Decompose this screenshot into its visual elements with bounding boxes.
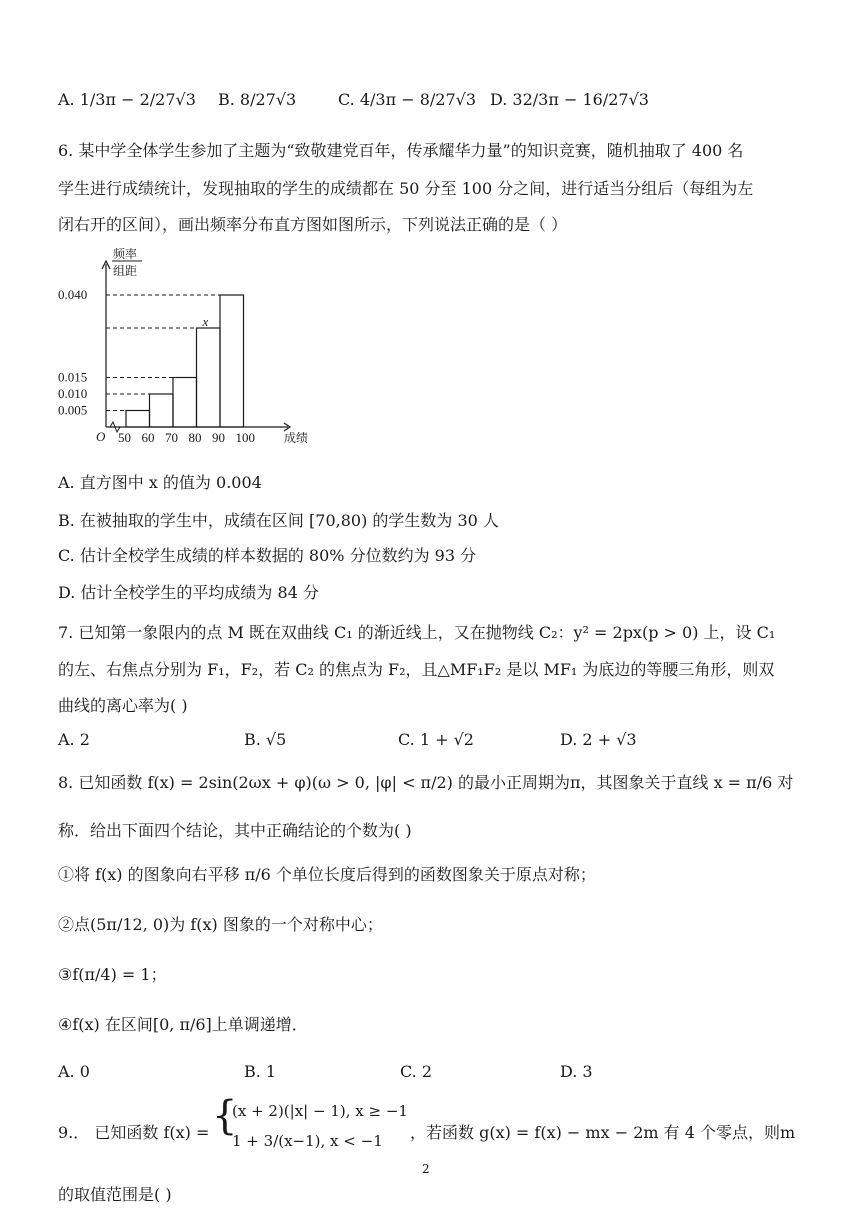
q7-stem-line-2: 的左、右焦点分别为 F₁，F₂，若 C₂ 的焦点为 F₂，且△MF₁F₂ 是以 MF₁ 为底边的等腰三角形，则双	[58, 660, 775, 679]
y-axis-label-top: 频率	[113, 247, 138, 261]
q5-options	[58, 90, 818, 114]
x-tick-label: 70	[165, 430, 178, 445]
q7-options	[58, 730, 818, 754]
y-tick-label: 0.015	[58, 369, 88, 385]
histogram-bar	[173, 378, 197, 428]
y-tick-label: 0.010	[58, 386, 88, 401]
q8-statement-2: ②点(5π/12, 0)为 f(x) 图象的一个对称中心；	[58, 915, 383, 934]
q7-option-d: D. 2 + √3	[560, 730, 637, 749]
q8-statement-3: ③f(π/4) = 1；	[58, 965, 167, 984]
q7-option-a: A. 2	[58, 730, 90, 749]
q8-option-d: D. 3	[560, 1062, 593, 1081]
histogram-bar	[150, 394, 174, 427]
q5-option-c: C. 4/3π − 8/27√3	[338, 90, 476, 109]
q7-stem-line-1: 7. 已知第一象限内的点 M 既在双曲线 C₁ 的渐近线上，又在抛物线 C₂：y² = 2px(p > 0) 上，设 C₁	[58, 623, 776, 642]
origin-label: O	[96, 429, 106, 444]
q7-option-b: B. √5	[244, 730, 287, 749]
q6-option-c: C. 估计全校学生成绩的样本数据的 80% 分位数约为 93 分	[58, 546, 477, 565]
q9-piece-2: 1 + 3/(x−1), x < −1	[232, 1132, 383, 1150]
q7-option-c: C. 1 + √2	[398, 730, 474, 749]
q6-option-d: D. 估计全校学生的平均成绩为 84 分	[58, 583, 319, 602]
histogram-bar	[197, 328, 221, 427]
q8-statement-4: ④f(x) 在区间[0, π/6]上单调递增．	[58, 1015, 308, 1034]
x-axis-label: 成绩	[284, 431, 309, 445]
q8-stem-line-1: 8. 已知函数 f(x) = 2sin(2ωx + φ)(ω > 0, |φ| < π/2) 的最小正周期为π，其图象关于直线 x = π/6 对	[58, 773, 794, 792]
q8-option-b: B. 1	[244, 1062, 277, 1081]
q6-stem-line-1: 6. 某中学全体学生参加了主题为“致敬建党百年，传承耀华力量”的知识竞赛，随机抽取了 400 名	[58, 141, 744, 160]
q9-lead: 9.． 已知函数 f(x) =	[58, 1123, 210, 1142]
q8-statement-1: ①将 f(x) 的图象向右平移 π/6 个单位长度后得到的函数图象关于原点对称；	[58, 865, 596, 884]
piecewise-brace: {	[212, 1093, 238, 1139]
q8-option-a: A. 0	[58, 1062, 90, 1081]
y-axis-label-bottom: 组距	[113, 264, 138, 278]
x-tick-label: 80	[188, 430, 202, 445]
q5-option-a: A. 1/3π − 2/27√3	[58, 90, 196, 109]
q6-option-a: A. 直方图中 x 的值为 0.004	[58, 473, 262, 492]
q9-tail: ，若函数 g(x) = f(x) − mx − 2m 有 4 个零点，则m	[410, 1123, 796, 1142]
page-number: 2	[422, 1162, 430, 1176]
q5-option-b: B. 8/27√3	[218, 90, 297, 109]
histogram-bar	[126, 411, 150, 428]
q6-stem-line-2: 学生进行成绩统计，发现抽取的学生的成绩都在 50 分至 100 分之间，进行适当分组后（每组为左	[58, 179, 754, 198]
x-tick-label: 90	[212, 430, 225, 445]
q7-stem-line-3: 曲线的离心率为( )	[58, 696, 188, 715]
bar-value-label-x: x	[202, 314, 209, 329]
q8-option-c: C. 2	[400, 1062, 433, 1081]
frequency-histogram	[58, 242, 358, 447]
y-tick-label: 0.005	[58, 402, 88, 418]
q8-stem-line-2: 称．给出下面四个结论，其中正确结论的个数为( )	[58, 821, 412, 840]
x-tick-label: 100	[235, 430, 255, 445]
y-tick-label: 0.040	[58, 287, 88, 302]
q9-last-line: 的取值范围是( )	[58, 1185, 172, 1204]
q6-option-b: B. 在被抽取的学生中，成绩在区间 [70,80) 的学生数为 30 人	[58, 511, 499, 530]
x-tick-label: 60	[141, 430, 155, 445]
q6-stem-line-3: 闭右开的区间），画出频率分布直方图如图所示，下列说法正确的是（ ）	[58, 215, 568, 234]
q9-piece-1: (x + 2)(|x| − 1), x ≥ −1	[232, 1102, 408, 1120]
q8-options	[58, 1062, 818, 1086]
histogram-bar	[220, 295, 244, 427]
q5-option-d: D. 32/3π − 16/27√3	[490, 90, 649, 109]
x-tick-label: 50	[118, 430, 131, 445]
